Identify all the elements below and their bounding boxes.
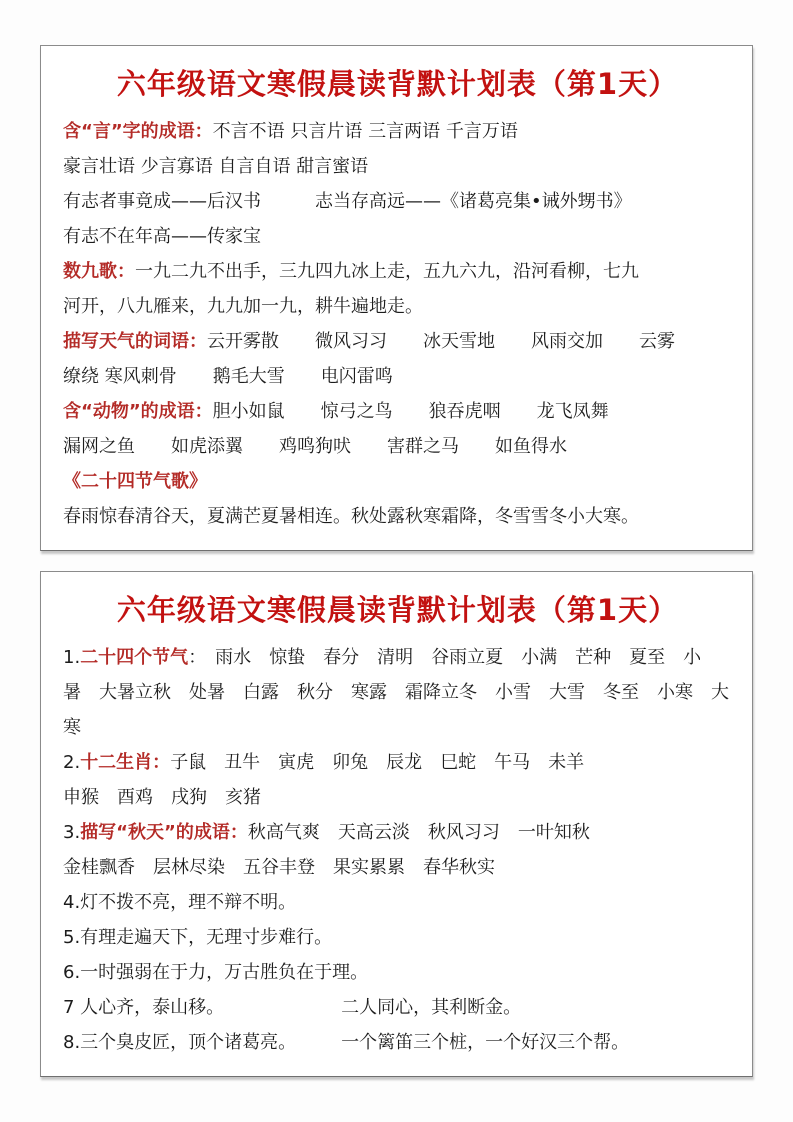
text-line: [63, 990, 732, 1025]
text-line: [63, 640, 732, 675]
item-number-text: 3.: [63, 822, 81, 843]
body-text: 5.有理走遍天下，无理寸步难行。: [63, 927, 333, 948]
text-line: [63, 324, 732, 359]
plan-card-day1-part2: [40, 571, 753, 1077]
text-line: [63, 219, 732, 254]
section-label-text: 二十四个节气: [80, 647, 189, 668]
body-text: 6.一时强弱在于力，万古胜负在于理。: [63, 962, 369, 983]
body-text: 缭绕 寒风刺骨 鹅毛大雪 电闪雷鸣: [63, 366, 393, 387]
body-text: 金桂飘香 层林尽染 五谷丰登 果实累累 春华秋实: [63, 857, 495, 878]
section-label-text: 含“动物”的成语：: [63, 401, 213, 422]
body-text: 漏网之鱼 如虎添翼 鸡鸣狗吠 害群之马 如鱼得水: [63, 436, 567, 457]
body-text: 河开，八九雁来，九九加一九，耕牛遍地走。: [63, 296, 423, 317]
body-text: 8.三个臭皮匠，顶个诸葛亮。 一个篱笛三个桩，一个好汉三个帮。: [63, 1032, 630, 1053]
body-text: 4.灯不拨不亮，理不辩不明。: [63, 892, 297, 913]
text-line: [63, 885, 732, 920]
section-label-text: 《二十四节气歌》: [63, 471, 207, 492]
text-line: [63, 815, 732, 850]
text-line: [63, 254, 732, 289]
text-line: [63, 394, 732, 429]
body-text: 子鼠 丑牛 寅虎 卯兔 辰龙 巳蛇 午马 未羊: [170, 752, 585, 773]
item-number-text: 1.: [63, 647, 81, 668]
body-text: 春雨惊春清谷天，夏满芒夏暑相连。秋处露秋寒霜降，冬雪雪冬小大寒。: [63, 506, 639, 527]
text-line: [63, 675, 732, 710]
text-line: [63, 710, 732, 745]
text-line: [63, 464, 732, 499]
body-text: 暑 大暑立秋 处暑 白露 秋分 寒露 霜降立冬 小雪 大雪 冬至 小寒 大: [63, 682, 729, 703]
text-line: [63, 920, 732, 955]
card-body: [63, 114, 732, 534]
body-text: 胆小如鼠 惊弓之鸟 狼吞虎咽 龙飞凤舞: [212, 401, 609, 422]
text-line: [63, 1025, 732, 1060]
section-label-text: 十二生肖：: [80, 752, 171, 773]
body-text: 云开雾散 微风习习 冰天雪地 风雨交加 云雾: [207, 331, 675, 352]
text-line: [63, 499, 732, 534]
text-line: [63, 289, 732, 324]
section-label-text: 数九歌：: [63, 261, 135, 282]
section-label-text: 描写“秋天”的成语：: [80, 822, 248, 843]
page-title: 六年级语文寒假晨读背默计划表（第1天）: [116, 67, 679, 101]
body-text: 寒: [63, 717, 81, 738]
text-line: [63, 184, 732, 219]
card-body: [63, 640, 732, 1060]
text-line: [63, 429, 732, 464]
text-line: [63, 359, 732, 394]
item-number-text: 2.: [63, 752, 81, 773]
text-line: [63, 850, 732, 885]
body-text: 申猴 酉鸡 戌狗 亥猪: [63, 787, 261, 808]
body-text: 7 人心齐，泰山移。 二人同心，其利断金。: [63, 997, 522, 1018]
body-text: 有志不在年高——传家宝: [63, 226, 261, 247]
body-text: 秋高气爽 天高云淡 秋风习习 一叶知秋: [247, 822, 590, 843]
body-text: 一九二九不出手，三九四九冰上走，五九六九，沿河看柳，七九: [135, 261, 639, 282]
text-line: [63, 955, 732, 990]
body-text: ： 雨水 惊蛰 春分 清明 谷雨立夏 小满 芒种 夏至 小: [188, 647, 702, 668]
section-label-text: 描写天气的词语：: [63, 331, 207, 352]
text-line: [63, 780, 732, 815]
body-text: 不言不语 只言片语 三言两语 千言万语: [212, 121, 518, 142]
page-title: 六年级语文寒假晨读背默计划表（第1天）: [116, 593, 679, 627]
section-label-text: 含“言”字的成语：: [63, 121, 213, 142]
text-line: [63, 745, 732, 780]
plan-card-day1-part1: [40, 45, 753, 551]
text-line: [63, 149, 732, 184]
body-text: 有志者事竟成——后汉书 志当存高远——《诸葛亮集•诫外甥书》: [63, 191, 632, 212]
body-text: 豪言壮语 少言寡语 自言自语 甜言蜜语: [63, 156, 369, 177]
text-line: [63, 114, 732, 149]
